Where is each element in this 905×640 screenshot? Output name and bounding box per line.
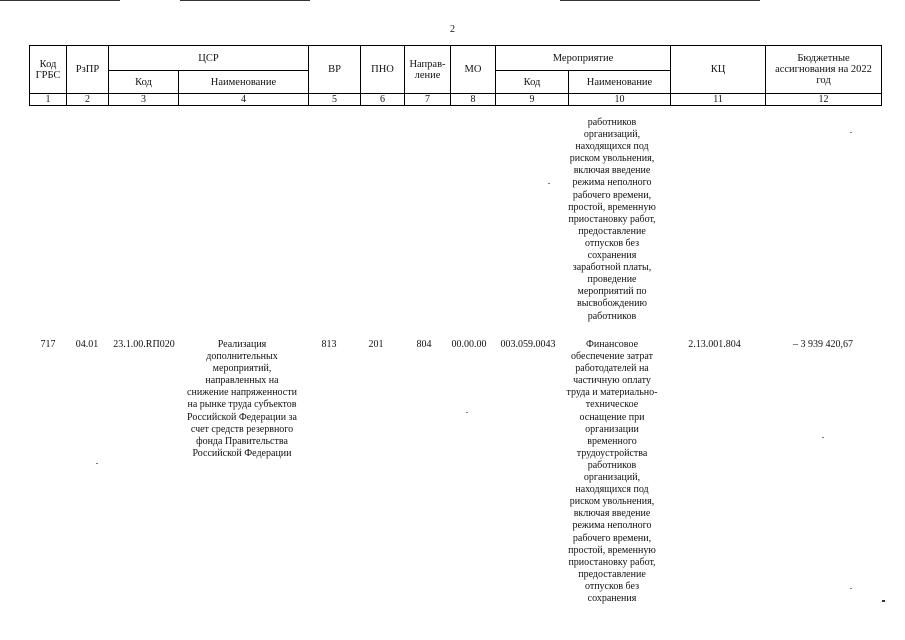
top-rule-1 — [0, 0, 120, 1]
col-budget: Бюджетные ассигнования на 2022 год — [766, 46, 882, 94]
col-number: 9 — [496, 94, 569, 106]
col-number: 11 — [671, 94, 766, 106]
cell-mer-kod: 003.059.0043 — [500, 339, 556, 350]
cell-csr-kod: 23.1.00.RП020 — [113, 339, 175, 350]
col-csr-kod: Код — [109, 71, 179, 94]
col-kc: КЦ — [671, 46, 766, 94]
col-number: 1 — [30, 94, 67, 106]
scan-speck — [466, 412, 468, 413]
col-csr-name: Наименование — [179, 71, 309, 94]
cell-napr: 804 — [416, 339, 432, 350]
scan-speck — [882, 600, 885, 602]
col-number: 4 — [179, 94, 309, 106]
col-number: 12 — [766, 94, 882, 106]
col-number: 6 — [361, 94, 405, 106]
page-number: 2 — [450, 24, 455, 35]
cell-csr-name: Реализация дополнительных мероприятий, направленных на снижение напряженности на рынке труда субъектов Российской Федерации за счет средств резервного фонда Правительства Российской Федерации — [187, 339, 297, 459]
col-vr: ВР — [309, 46, 361, 94]
cell-amount: – 3 939 420,67 — [793, 339, 853, 350]
col-napr: Направ-ление — [405, 46, 451, 94]
col-pno: ПНО — [361, 46, 405, 94]
col-mer-kod: Код — [496, 71, 569, 94]
col-number: 3 — [109, 94, 179, 106]
top-rule-3 — [560, 0, 760, 1]
scan-speck — [850, 132, 852, 133]
cell-vr: 813 — [321, 339, 337, 350]
col-number: 2 — [67, 94, 109, 106]
col-number: 5 — [309, 94, 361, 106]
col-mer-name: Наименование — [569, 71, 671, 94]
col-kod-grbs: Код ГРБС — [30, 46, 67, 94]
scan-speck — [548, 183, 550, 184]
scan-speck — [822, 437, 824, 438]
cell-pno: 201 — [368, 339, 384, 350]
cell-mo: 00.00.00 — [451, 339, 487, 350]
table-header — [29, 45, 882, 106]
col-number: 10 — [569, 94, 671, 106]
col-meropriyatie: Мероприятие — [496, 46, 671, 71]
col-mo: МО — [451, 46, 496, 94]
col-number: 8 — [451, 94, 496, 106]
cell-kod-grbs: 717 — [40, 339, 56, 350]
cell-mer-name: Финансовое обеспечение затрат работодателей на частичную оплату труда и материально- техническое оснащение при организации временного трудоустройства работников организаций, находящихся под риском увольнения, включая введение режима неполного рабочего времени, простой, временную приостановку работ, предоставление отпусков без сохранения — [566, 339, 658, 604]
scan-speck — [96, 463, 98, 464]
col-number: 7 — [405, 94, 451, 106]
cell-rzpr: 04.01 — [75, 339, 99, 350]
continued-mer-name: работников организаций, находящихся под риском увольнения, включая введение режима неполного рабочего времени, простой, временную приостановку работ, предоставление отпусков без сохранения заработной платы, проведение мероприятий по высвобождению работников — [568, 117, 656, 322]
cell-kc: 2.13.001.804 — [688, 339, 741, 350]
col-rzpr: РзПР — [67, 46, 109, 94]
top-rule-2 — [180, 0, 310, 1]
col-csr: ЦСР — [109, 46, 309, 71]
scan-speck — [850, 588, 852, 589]
